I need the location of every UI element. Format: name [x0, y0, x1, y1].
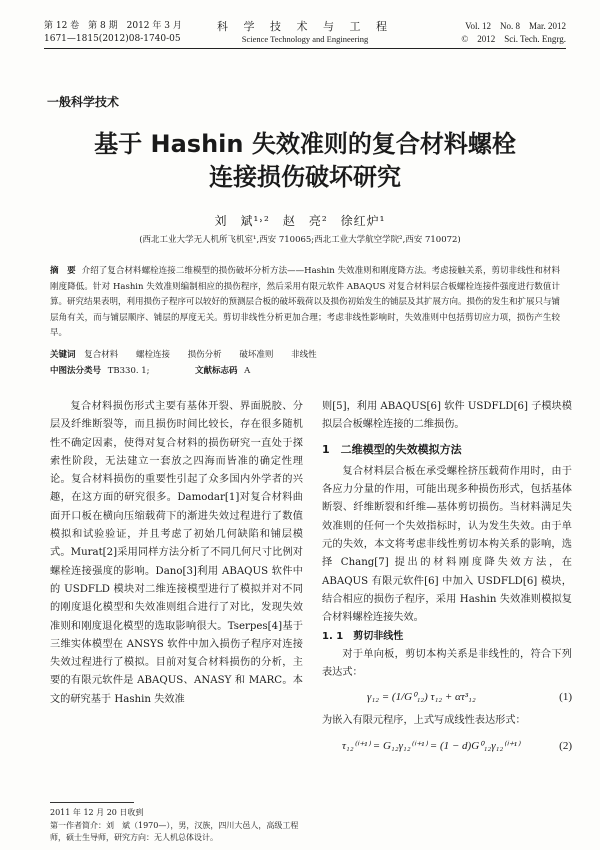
- footnote-received: 2011 年 12 月 20 日收到: [50, 808, 144, 817]
- section-1-1-paragraph: 对于单向板，剪切本构关系是非线性的，符合下列表达式：: [322, 648, 572, 679]
- header-volume-line: 第 12 卷 第 8 期 2012 年 3 月: [44, 21, 182, 31]
- equation-intro: 为嵌入有限元程序，上式写成线性表达形式：: [322, 715, 526, 727]
- keyword: 复合材料: [84, 350, 119, 360]
- section-category: 一般科学技术: [47, 95, 120, 109]
- section-1-heading: 1 二维模型的失效模拟方法: [322, 442, 462, 456]
- clc-value: TB330. 1;: [107, 366, 150, 376]
- footnote: [50, 807, 305, 845]
- equation-1-body: γ₁₂ = (1/G⁰₁₂) τ₁₂ + ατ³₁₂: [367, 691, 476, 704]
- right-column: [322, 398, 572, 761]
- keywords-label: 关键词: [50, 350, 76, 360]
- abstract-label: 摘 要: [50, 266, 76, 276]
- equation-1: [322, 682, 572, 712]
- equation-2-body: τ₁₂⁽ⁱ⁺¹⁾ = G₁₂γ₁₂⁽ⁱ⁺¹⁾ = (1 − d)G⁰₁₂γ₁₂⁽ⁱ⁺¹⁾: [342, 739, 520, 752]
- equation-2-number: (2): [559, 739, 572, 752]
- keywords: [50, 348, 560, 362]
- footnote-author-info: 第一作者简介：刘 斌（1970—），男，汉族，四川大邑人，高级工程师，硕士生导师，研究方向：无人机总体设计。: [50, 820, 299, 842]
- affiliation: (西北工业大学无人机所飞机室¹,西安 710065;西北工业大学航空学院²,西安 710072): [139, 235, 461, 245]
- author-list: 刘 斌¹˒² 赵 亮² 徐红炉¹: [214, 214, 386, 228]
- header-copyright: © 2012 Sci. Tech. Engrg.: [461, 34, 566, 44]
- intro-continuation: 则[5]，利用 ABAQUS[6] 软件 USDFLD[6] 子模块模拟层合板螺栓连接的二维损伤。: [322, 401, 572, 431]
- equation-2: [322, 731, 572, 761]
- abstract-text: 介绍了复合材料螺栓连接二维模型的损伤破坏分析方法——Hashin 失效准则和刚度降方法。考虑接触关系，剪切非线性和材料刚度降低。针对 Hashin 失效准则编制相应的损伤程序，然后采用有限元软件 ABAQUS 对复合材料层合板螺栓连接件强度进行数值计算。研究结果表明，利用损伤子程序可以较好的预测层合板的破坏载荷以及损伤初始发生的铺层及其扩展方向。损伤的发生和扩展只与铺层角有关，而与铺层顺序、铺层的厚度无关。剪切非线性分析更加合理；考虑非线性影响时，失效准则中包括剪切应力项，损伤产生较早。: [50, 266, 561, 338]
- keyword: 破坏准则: [239, 350, 274, 360]
- keyword: 损伤分析: [187, 350, 222, 360]
- title-line-2: 连接损伤破坏研究: [209, 163, 401, 191]
- doc-code-value: A: [244, 366, 251, 376]
- journal-title-cn: 科 学 技 术 与 工 程: [217, 20, 393, 33]
- classification-line: [50, 364, 250, 378]
- keyword: 非线性: [291, 350, 317, 360]
- header-vol-en: Vol. 12 No. 8 Mar. 2012: [465, 21, 566, 31]
- journal-title-en: Science Technology and Engineering: [241, 34, 369, 44]
- doc-code-label: 文献标志码: [194, 366, 238, 376]
- header-issn-line: 1671—1815(2012)08-1740-05: [44, 34, 181, 44]
- clc-label: 中图法分类号: [50, 366, 102, 376]
- keyword: 螺栓连接: [135, 350, 170, 360]
- header-citation-info: [461, 20, 566, 46]
- abstract: [50, 264, 560, 342]
- section-1-paragraph: 复合材料层合板在承受螺栓挤压载荷作用时，由于各应力分量的作用，可能出现多种损伤形式，包括基体断裂、纤维断裂和纤维—基体剪切损伤。当材料满足失效准则的任何一个失效指标时，认为发生失效。由于单元的失效，本文将考虑非线性剪切本构关系的影响，选择 Chang[7] 提出的材料刚度降失效方法，在 ABAQUS 有限元软件[6] 中加入 USDFLD[6] 模块，结合相应的损伤子程序，采用 Hashin 失效准则模拟复合材料螺栓连接失效。: [322, 465, 572, 624]
- header-divider: [44, 48, 566, 49]
- title-line-1: 基于 Hashin 失效准则的复合材料螺栓: [94, 130, 516, 158]
- journal-header: [44, 20, 566, 60]
- equation-1-number: (1): [559, 691, 572, 704]
- paper-title: [40, 128, 570, 194]
- left-column: [50, 398, 303, 709]
- intro-paragraph: 复合材料损伤形式主要有基体开裂、界面脱胶、分层及纤维断裂等，而且损伤时间比较长，存在很多随机性不确定因素，使得对复合材料的损伤研究一直处于探索性阶段，无法建立一套放之四海而皆准的确定性理论。复合材料损伤的重要性引起了众多国内外学者的兴趣，在这方面的研究很多。Damodar[1]对复合材料曲面开口板在横向压缩载荷下的渐进失效过程进行了数值模拟和试验验证，并且考虑了初始几何缺陷和铺层模式。Murat[2]采用同样方法分析了不同几何尺寸比例对螺栓连接强度的影响。Dano[3]利用 ABAQUS 软件中的 USDFLD 模块对二维连接模型进行了模拟并对不同的刚度退化模型和失效准则组合进行了对比，发现失效准则和刚度退化模型的选取影响很大。Tserpes[4]基于三维实体模型在 ANSYS 软件中加入损伤子程序对连接失效过程进行了模拟。目前对复合材料损伤的分析，主要的有限元软件是 ABAQUS、ANASY 和 MARC。本文的研究基于 Hashin 失效准: [50, 401, 303, 705]
- section-1-1-heading: 1. 1 剪切非线性: [322, 630, 404, 642]
- footnote-divider: [50, 802, 134, 803]
